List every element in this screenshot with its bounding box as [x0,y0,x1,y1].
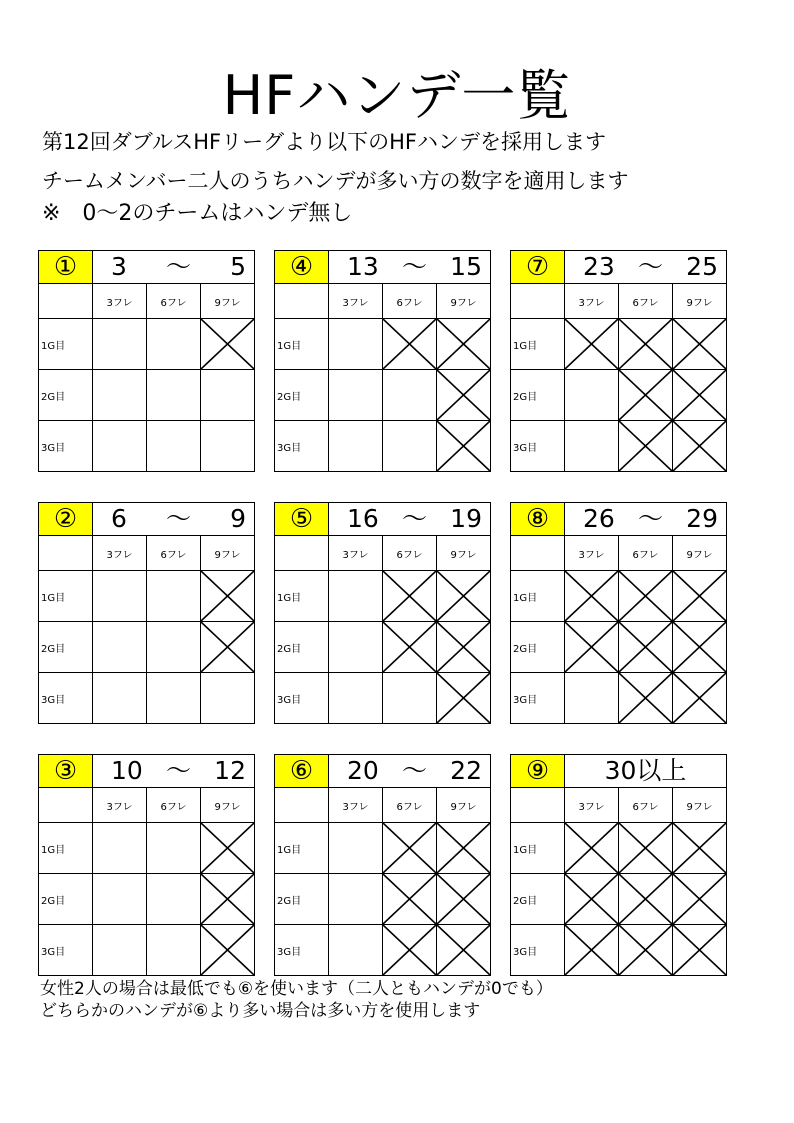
crossed-cell [673,421,727,472]
corner-cell [275,284,329,319]
game-label: 3G目 [39,421,93,472]
blank-cell [147,319,201,370]
score-range-part: 10 [111,756,143,785]
handicap-number: ⑨ [511,755,565,788]
frame-header: 3フレ [93,788,147,823]
cross-icon [565,571,618,621]
handicap-table [38,502,255,724]
cross-icon [619,925,672,975]
cross-icon [437,421,490,471]
blank-cell [329,874,383,925]
cross-icon [383,874,436,924]
page-title: HFハンデ一覧 [222,64,572,127]
blank-cell [565,673,619,724]
cross-icon [673,622,726,672]
blank-cell [383,421,437,472]
blank-cell [147,370,201,421]
game-label: 1G目 [39,823,93,874]
crossed-cell [619,823,673,874]
corner-cell [511,788,565,823]
score-range-part: 12 [214,756,246,785]
score-range [329,755,491,788]
note-line-2: どちらかのハンデが⑥より多い場合は多い方を使用します [40,1001,481,1021]
score-range-part: 16 [347,504,379,533]
blank-cell [147,874,201,925]
cross-icon [437,673,490,723]
handicap-table [38,250,255,472]
game-row [275,421,491,472]
blank-cell [329,370,383,421]
blank-cell [565,421,619,472]
score-range [329,251,491,284]
score-range-part: ～ [166,504,192,533]
cross-icon [437,823,490,873]
crossed-cell [565,925,619,976]
notes [40,978,553,1022]
intro-line-3: ※ 0～2のチームはハンデ無し [42,201,353,226]
game-label: 1G目 [39,319,93,370]
blank-cell [329,823,383,874]
handicap-number: ⑥ [275,755,329,788]
blank-cell [329,673,383,724]
crossed-cell [619,571,673,622]
frame-header: 9フレ [673,536,727,571]
crossed-cell [565,874,619,925]
crossed-cell [619,319,673,370]
cross-icon [201,823,254,873]
cross-icon [619,319,672,369]
score-range-part: 6 [111,504,127,533]
frame-header: 3フレ [565,284,619,319]
cross-icon [619,370,672,420]
cross-icon [437,925,490,975]
cross-icon [619,421,672,471]
cross-icon [383,925,436,975]
game-label: 3G目 [511,925,565,976]
frame-header: 6フレ [619,284,673,319]
cross-icon [201,571,254,621]
handicap-number: ⑦ [511,251,565,284]
cross-icon [437,370,490,420]
corner-cell [511,536,565,571]
game-label: 3G目 [275,673,329,724]
blank-cell [383,370,437,421]
frame-header: 6フレ [383,788,437,823]
corner-cell [275,536,329,571]
score-range [565,755,727,788]
game-row [39,319,255,370]
handicap-table [510,754,727,976]
blank-cell [147,622,201,673]
score-range-part: ～ [165,756,191,785]
crossed-cell [619,622,673,673]
blank-cell [93,421,147,472]
cross-icon [437,571,490,621]
cross-icon [565,925,618,975]
score-range [329,503,491,536]
frame-header: 6フレ [383,284,437,319]
score-range [93,755,255,788]
game-row [275,319,491,370]
crossed-cell [619,421,673,472]
blank-cell [329,571,383,622]
cross-icon [673,421,726,471]
game-label: 1G目 [275,571,329,622]
frame-header: 3フレ [329,536,383,571]
cross-icon [673,319,726,369]
frame-header: 6フレ [383,536,437,571]
handicap-number: ③ [39,755,93,788]
game-row [275,622,491,673]
crossed-cell [383,622,437,673]
game-label: 2G目 [39,370,93,421]
frame-header: 3フレ [565,788,619,823]
blank-cell [93,925,147,976]
crossed-cell [437,370,491,421]
cross-icon [437,622,490,672]
cross-icon [565,874,618,924]
blank-cell [147,421,201,472]
game-label: 3G目 [39,673,93,724]
frame-header: 6フレ [147,536,201,571]
game-label: 1G目 [39,571,93,622]
crossed-cell [437,571,491,622]
crossed-cell [619,925,673,976]
frame-header: 9フレ [673,788,727,823]
cross-icon [619,571,672,621]
crossed-cell [437,874,491,925]
blank-cell [147,673,201,724]
crossed-cell [673,319,727,370]
corner-cell [39,536,93,571]
score-range-part: ～ [401,252,427,281]
cross-icon [383,319,436,369]
crossed-cell [437,925,491,976]
game-label: 2G目 [275,622,329,673]
score-range-part: 23 [583,252,615,281]
crossed-cell [565,823,619,874]
cross-icon [673,925,726,975]
crossed-cell [673,571,727,622]
cross-icon [619,823,672,873]
game-label: 3G目 [275,421,329,472]
cross-icon [565,622,618,672]
score-range-part: 5 [230,252,247,281]
cross-icon [201,925,254,975]
cross-icon [673,370,726,420]
frame-header: 9フレ [201,788,255,823]
game-row [275,571,491,622]
corner-cell [39,284,93,319]
frame-header: 9フレ [201,536,255,571]
frame-header: 9フレ [437,788,491,823]
frame-header: 9フレ [673,284,727,319]
game-label: 1G目 [275,823,329,874]
intro-line-1: 第12回ダブルスHFリーグより以下のHFハンデを採用します [42,130,606,154]
game-row [275,925,491,976]
score-range-part: ～ [401,756,427,785]
frame-header: 3フレ [329,284,383,319]
crossed-cell [201,319,255,370]
crossed-cell [437,673,491,724]
crossed-cell [201,571,255,622]
blank-cell [93,622,147,673]
game-row [511,673,727,724]
cross-icon [619,673,672,723]
blank-cell [93,823,147,874]
handicap-table [274,754,491,976]
game-row [275,874,491,925]
crossed-cell [619,673,673,724]
cross-icon [383,622,436,672]
cross-icon [619,622,672,672]
cross-icon [437,874,490,924]
frame-header: 6フレ [147,284,201,319]
crossed-cell [673,673,727,724]
crossed-cell [565,319,619,370]
crossed-cell [383,874,437,925]
game-row [39,925,255,976]
game-label: 2G目 [39,622,93,673]
score-range-part: 29 [686,504,718,533]
game-label: 3G目 [511,421,565,472]
frame-header: 6フレ [619,536,673,571]
crossed-cell [383,823,437,874]
game-label: 3G目 [39,925,93,976]
handicap-table [274,502,491,724]
cross-icon [673,823,726,873]
game-label: 1G目 [275,319,329,370]
cross-icon [201,874,254,924]
game-row [39,823,255,874]
game-row [39,622,255,673]
crossed-cell [673,823,727,874]
crossed-cell [437,823,491,874]
game-label: 1G目 [511,571,565,622]
crossed-cell [619,874,673,925]
score-range-part: ～ [637,252,663,281]
cross-icon [619,874,672,924]
score-range-part: 20 [347,756,379,785]
handicap-table [274,250,491,472]
game-row [511,319,727,370]
score-range [565,251,727,284]
cross-icon [565,319,618,369]
blank-cell [329,319,383,370]
score-range-part: 3 [111,252,127,281]
cross-icon [383,571,436,621]
blank-cell [93,673,147,724]
blank-cell [201,370,255,421]
cross-icon [673,874,726,924]
game-row [39,370,255,421]
crossed-cell [383,925,437,976]
blank-cell [329,925,383,976]
crossed-cell [383,571,437,622]
crossed-cell [673,622,727,673]
cross-icon [673,673,726,723]
game-label: 1G目 [511,319,565,370]
score-range-part: 15 [450,252,482,281]
game-row [511,370,727,421]
blank-cell [147,823,201,874]
blank-cell [329,622,383,673]
score-range-part: ～ [401,504,427,533]
frame-header: 3フレ [565,536,619,571]
score-range-part: ～ [166,252,192,281]
frame-header: 9フレ [437,284,491,319]
cross-icon [437,319,490,369]
frame-header: 6フレ [619,788,673,823]
crossed-cell [437,622,491,673]
corner-cell [275,788,329,823]
corner-cell [511,284,565,319]
blank-cell [201,673,255,724]
crossed-cell [201,874,255,925]
score-range [93,503,255,536]
game-label: 2G目 [39,874,93,925]
crossed-cell [565,622,619,673]
game-row [511,622,727,673]
game-label: 2G目 [511,370,565,421]
game-row [511,925,727,976]
intro-line-2: チームメンバー二人のうちハンデが多い方の数字を適用します [42,169,629,193]
blank-cell [565,370,619,421]
crossed-cell [201,823,255,874]
blank-cell [93,874,147,925]
game-label: 2G目 [511,622,565,673]
game-row [39,421,255,472]
game-row [511,823,727,874]
frame-header: 3フレ [93,284,147,319]
game-row [511,421,727,472]
game-row [39,571,255,622]
handicap-number: ④ [275,251,329,284]
game-label: 3G目 [275,925,329,976]
blank-cell [147,571,201,622]
score-range-part: 9 [230,504,247,533]
crossed-cell [619,370,673,421]
blank-cell [383,673,437,724]
game-label: 2G目 [275,874,329,925]
score-range-part: 30以上 [604,756,687,785]
handicap-table-grid [38,250,726,976]
crossed-cell [565,571,619,622]
blank-cell [147,925,201,976]
game-row [39,673,255,724]
crossed-cell [673,925,727,976]
handicap-number: ⑤ [275,503,329,536]
crossed-cell [201,622,255,673]
handicap-table [510,502,727,724]
blank-cell [93,319,147,370]
handicap-number: ⑧ [511,503,565,536]
blank-cell [329,421,383,472]
crossed-cell [673,370,727,421]
game-row [39,874,255,925]
crossed-cell [201,925,255,976]
game-row [275,823,491,874]
score-range-part: 25 [686,252,718,281]
handicap-table [510,250,727,472]
score-range-part: 13 [347,252,379,281]
handicap-table [38,754,255,976]
score-range [565,503,727,536]
game-row [275,370,491,421]
note-line-1: 女性2人の場合は最低でも⑥を使います（二人ともハンデが0でも） [40,979,553,999]
score-range [93,251,255,284]
game-label: 1G目 [511,823,565,874]
blank-cell [201,421,255,472]
cross-icon [201,622,254,672]
blank-cell [93,370,147,421]
corner-cell [39,788,93,823]
crossed-cell [437,319,491,370]
frame-header: 3フレ [93,536,147,571]
game-row [511,874,727,925]
frame-header: 9フレ [437,536,491,571]
frame-header: 6フレ [147,788,201,823]
game-label: 2G目 [275,370,329,421]
game-row [511,571,727,622]
game-row [275,673,491,724]
crossed-cell [437,421,491,472]
frame-header: 9フレ [201,284,255,319]
cross-icon [383,823,436,873]
cross-icon [201,319,254,369]
cross-icon [673,571,726,621]
score-range-part: 26 [583,504,615,533]
crossed-cell [383,319,437,370]
score-range-part: 19 [450,504,482,533]
cross-icon [565,823,618,873]
game-label: 2G目 [511,874,565,925]
handicap-number: ② [39,503,93,536]
frame-header: 3フレ [329,788,383,823]
score-range-part: 22 [450,756,482,785]
score-range-part: ～ [637,504,663,533]
crossed-cell [673,874,727,925]
blank-cell [93,571,147,622]
handicap-number: ① [39,251,93,284]
game-label: 3G目 [511,673,565,724]
